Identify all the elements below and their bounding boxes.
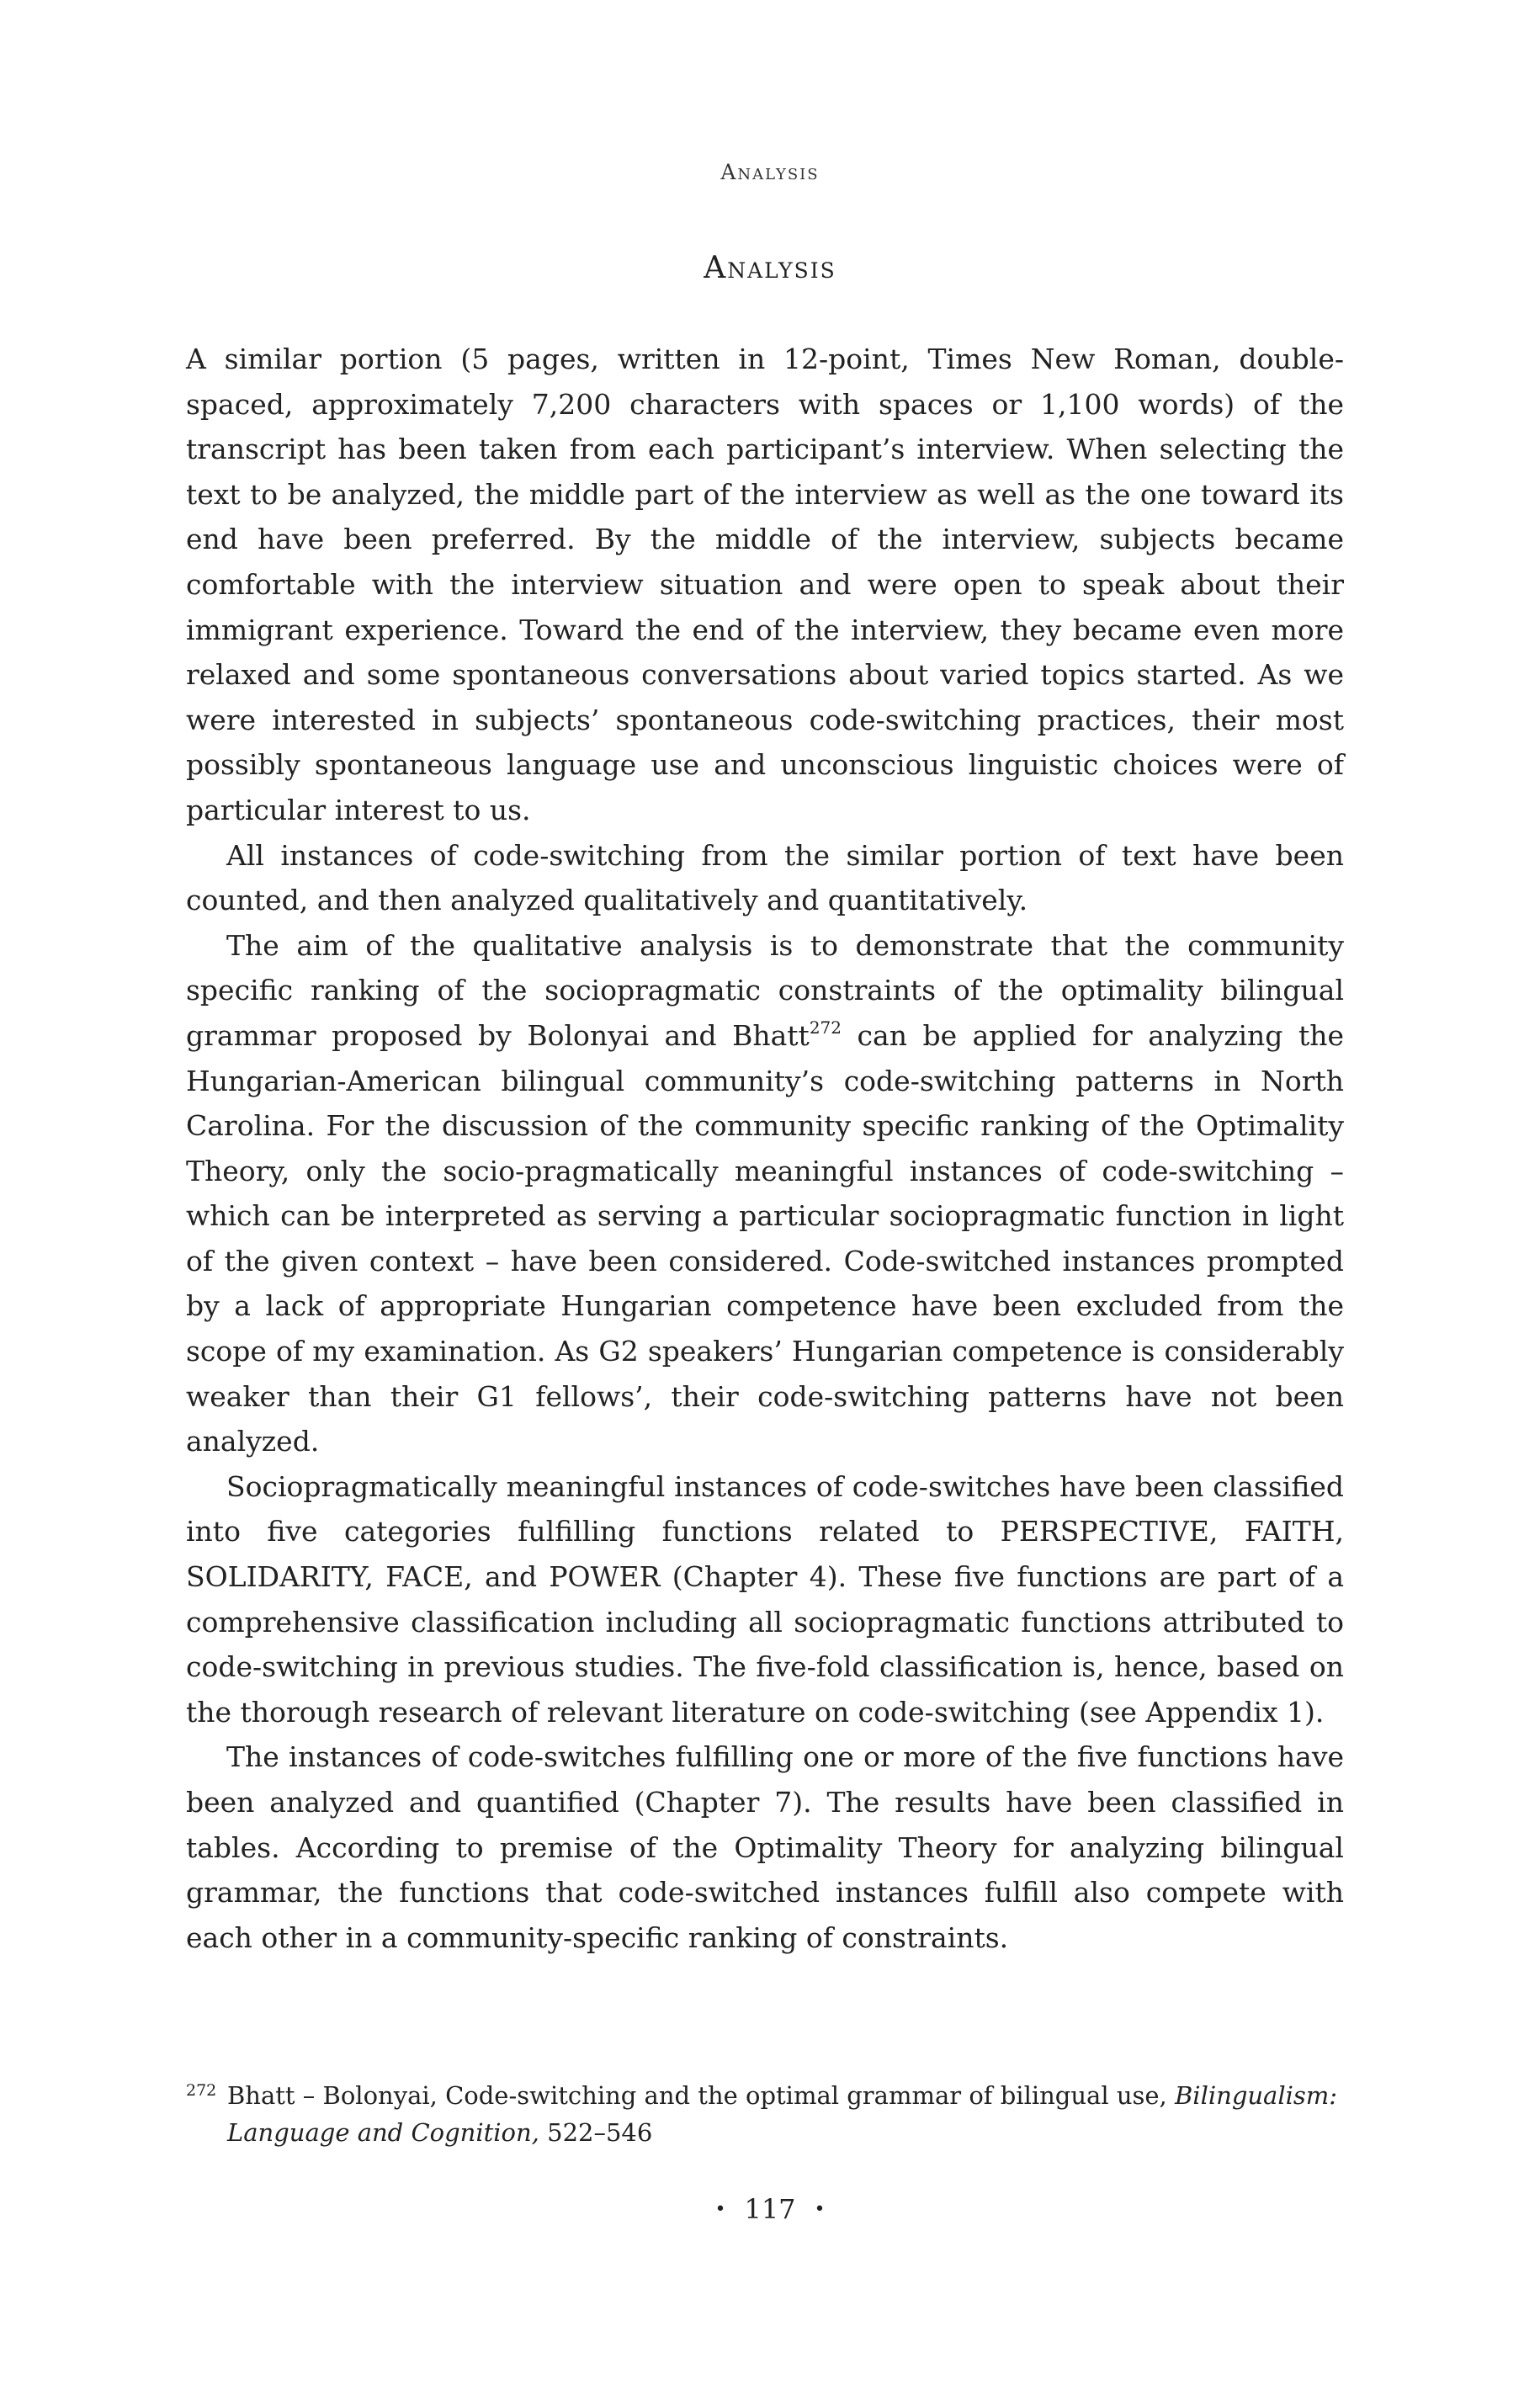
page-footer xyxy=(0,2193,1540,2225)
footnotes xyxy=(186,2077,1344,2151)
paragraph-1: A similar portion (5 pages, written in 12-point, Times New Roman, double-spaced, approximately 7,200 characters with spaces or 1,100 words) of the transcript has been taken from each participant’s interview. When selecting the text to be analyzed, the middle part of the interview as well as the one toward its end have been preferred. By the middle of the interview, subjects became comfortable with the interview situation and were open to speak about their immigrant experience. Toward the end of the interview, they became even more relaxed and some spontaneous conversations about varied topics started. As we were interested in subjects’ spontaneous code-switching practices, their most possibly spontaneous language use and unconscious linguistic choices were of particular interest to us. xyxy=(186,343,1344,826)
paragraph-2: All instances of code-switching from the similar portion of text have been counted, and then analyzed qualitatively and quantitatively. xyxy=(186,838,1344,917)
paragraph-3 xyxy=(186,923,1344,1464)
section-title: Analysis xyxy=(704,251,836,285)
body-text xyxy=(186,337,1344,1960)
running-head: Analysis xyxy=(720,160,820,184)
bullet-left: • xyxy=(714,2199,726,2220)
footnote-number: 272 xyxy=(186,2081,217,2100)
footnote-reference[interactable]: 272 xyxy=(809,1017,842,1038)
footnote-272 xyxy=(186,2077,1344,2151)
paragraph-3-text-before: The aim of the qualitative analysis is to demonstrate that the community specific ranking of the sociopragmatic constraints of the optimality bilingual grammar proposed by Bolonyai and Bhatt xyxy=(186,928,1344,1052)
page-number: 117 xyxy=(744,2193,796,2225)
bullet-right: • xyxy=(814,2199,826,2220)
paragraph-4: Sociopragmatically meaningful instances of code-switches have been classified into five categories fulfilling functions related to PERSPECTIVE, FAITH, SOLIDARITY, FACE, and POWER (Chapter 4). These five functions are part of a comprehensive classification including all sociopragmatic functions attributed to code-switching in previous studies. The five-fold classification is, hence, based on the thorough research of relevant literature on code-switching (see Appendix 1). xyxy=(186,1469,1344,1729)
footnote-text: Bhatt – Bolonyai, Code-switching and the optimal grammar of bilingual use, xyxy=(227,2081,1175,2110)
footnote-journal-title: Bilingualism: Language and Cognition, xyxy=(227,2081,1338,2147)
paragraph-5: The instances of code-switches fulfilling one or more of the five functions have been analyzed and quantified (Chapter 7). The results have been classified in tables. According to premise of the Optimality Theory for analyzing bilingual grammar, the functions that code-switched instances fulfill also compete with each other in a community-specific ranking of constraints. xyxy=(186,1740,1344,1954)
paragraph-3-text-after: can be applied for analyzing the Hungarian-American bilingual community’s code-switching patterns in North Carolina. For the discussion of the community specific ranking of the Optimality Theory, only the socio-pragmatically meaningful instances of code-switching – which can be interpreted as serving a particular sociopragmatic function in light of the given context – have been considered. Code-switched instances prompted by a lack of appropriate Hungarian competence have been excluded from the scope of my examination. As G2 speakers’ Hungarian competence is considerably weaker than their G1 fellows’, their code-switching patterns have not been analyzed. xyxy=(186,1018,1344,1458)
footnote-pages: 522–546 xyxy=(539,2118,653,2147)
